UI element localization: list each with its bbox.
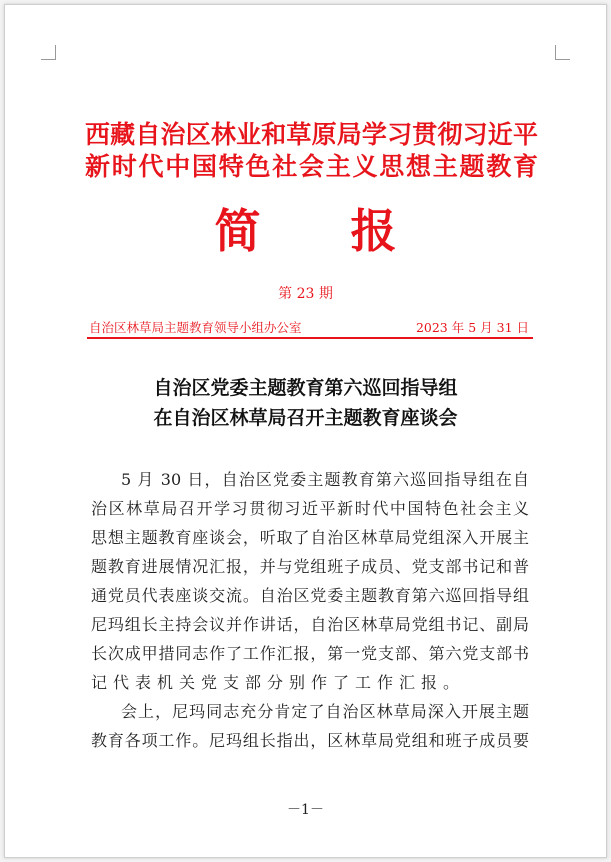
- paragraph-line: 尼玛组长主持会议并作讲话，自治区林草局党组书记、副局: [91, 615, 529, 634]
- masthead-title-line1: 西藏自治区林业和草原局学习贯彻习近平: [85, 120, 537, 149]
- document-page: [4, 4, 607, 858]
- issue-number: 第 23 期: [278, 286, 333, 302]
- paragraph-line: 治区林草局召开学习贯彻习近平新时代中国特色社会主义: [91, 499, 529, 518]
- paragraph-line: 通党员代表座谈交流。自治区党委主题教育第六巡回指导组: [91, 586, 529, 605]
- paragraph-line: 思想主题教育座谈会，听取了自治区林草局党组深入开展主: [91, 528, 529, 547]
- brief-char: 简: [214, 204, 261, 258]
- headline-line2: 在自治区林草局召开主题教育座谈会: [153, 407, 458, 429]
- crop-mark: [555, 45, 570, 60]
- brief-char: 报: [350, 204, 397, 258]
- paragraph-line: 长次成甲措同志作了工作汇报，第一党支部、第六党支部书: [91, 644, 529, 663]
- paragraph-line: 会上，尼玛同志充分肯定了自治区林草局深入开展主题: [121, 702, 529, 721]
- crop-mark: [41, 45, 56, 60]
- brief-title: [5, 201, 606, 261]
- paragraph-line: 题教育进展情况汇报，并与党组班子成员、党支部书记和普: [91, 557, 529, 576]
- issuer-row: [89, 318, 529, 336]
- red-divider: [87, 337, 533, 339]
- issue-date: 2023 年 5 月 31 日: [415, 320, 529, 335]
- paragraph-line: 教育各项工作。尼玛组长指出，区林草局党组和班子成员要: [91, 731, 529, 750]
- issuer: 自治区林草局主题教育领导小组办公室: [89, 320, 302, 335]
- article-body: [91, 465, 529, 755]
- page-number: －1－: [287, 802, 324, 818]
- headline-line1: 自治区党委主题教育第六巡回指导组: [153, 377, 458, 399]
- masthead-title-line2: 新时代中国特色社会主义思想主题教育: [85, 152, 537, 181]
- paragraph-line: 记代表机关党支部分别作了工作汇报。: [91, 673, 466, 692]
- paragraph-line: 5 月 30 日，自治区党委主题教育第六巡回指导组在自: [121, 470, 529, 489]
